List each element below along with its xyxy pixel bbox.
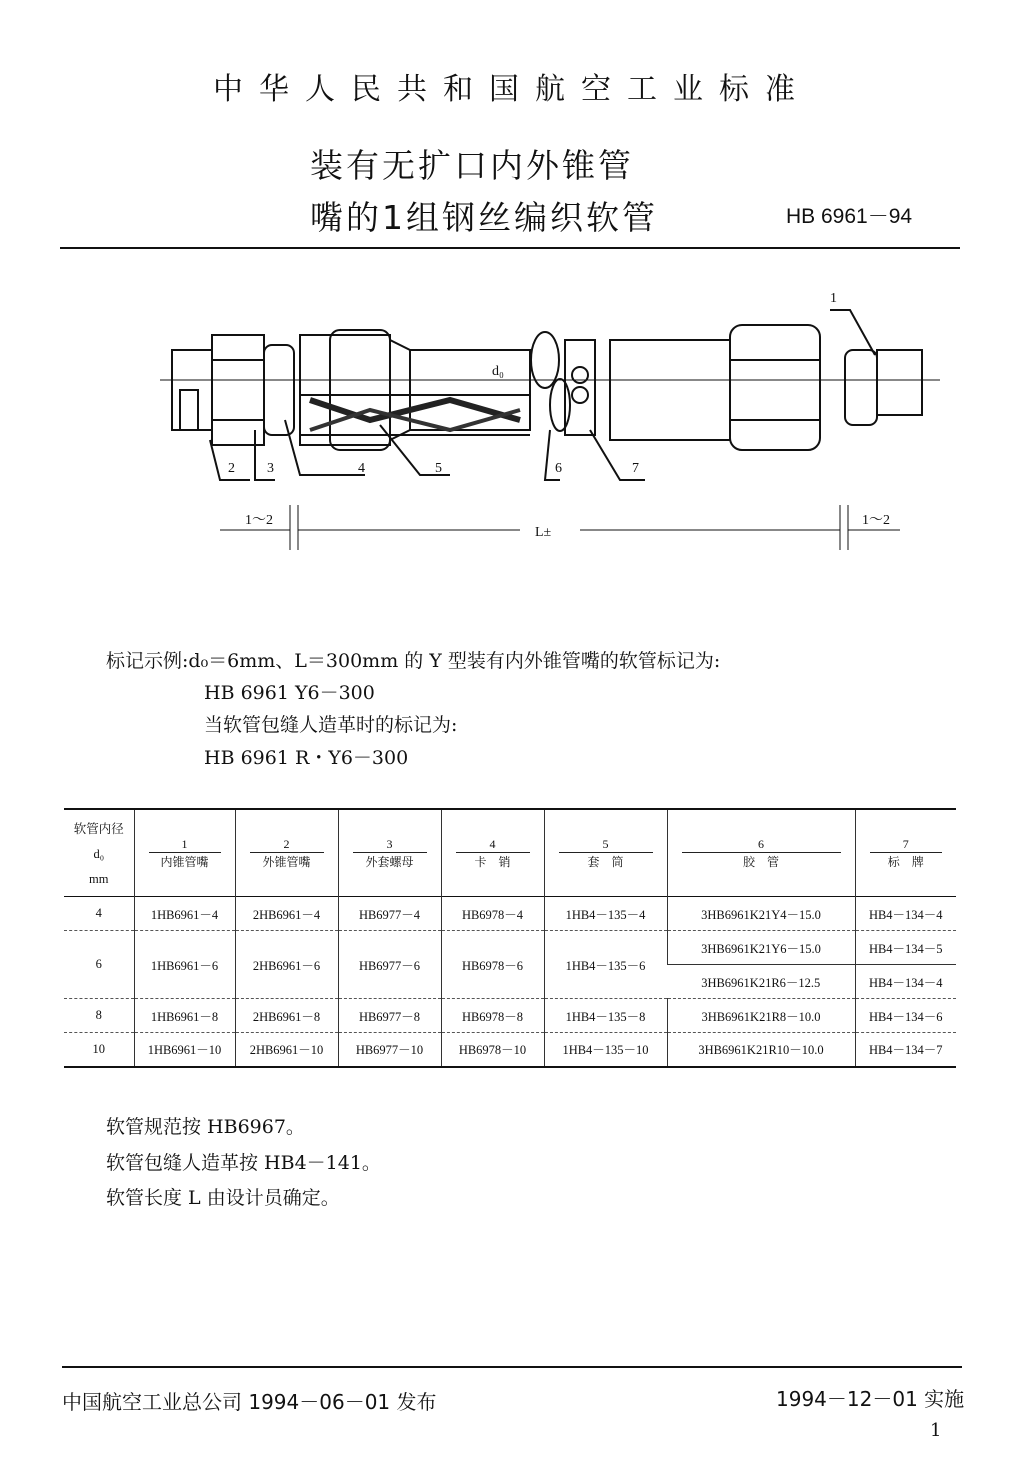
d0-label: d₀ [492, 364, 504, 379]
parts-table [64, 808, 956, 1068]
header-hose-inner-diameter: 软管内径 d₀ mm [73, 822, 124, 886]
dimension-right: 1～2 [862, 513, 890, 528]
table-row: 6 1HB6961－6 2HB6961－6 HB6977－6 HB6978－6 1HB4－135－6 3HB6961K21Y6－15.0 HB4－134－5 [64, 931, 956, 965]
callout-2: 2 [228, 461, 235, 476]
header-col-7: 7 标 牌 [855, 809, 956, 897]
footer-rule [62, 1366, 962, 1368]
table-row: 8 1HB6961－8 2HB6961－8 HB6977－8 HB6978－8 1HB4－135－8 3HB6961K21R8－10.0 HB4－134－6 [64, 999, 956, 1033]
callout-4: 4 [358, 461, 365, 476]
table-row: 10 1HB6961－10 2HB6961－10 HB6977－10 HB6978－10 1HB4－135－10 3HB6961K21R10－10.0 HB4－134－7 [64, 1033, 956, 1067]
callout-5: 5 [435, 461, 442, 476]
standard-code: HB 6961－94 [786, 205, 913, 228]
note-leather-wrap: 软管包缝人造革按 HB4－141。 [106, 1152, 381, 1174]
effective-date: 1994－12－01 实施 [776, 1387, 965, 1411]
note-length: 软管长度 L 由设计员确定。 [106, 1187, 340, 1209]
table-row: 3HB6961K21R6－12.5 HB4－134－4 [64, 965, 956, 999]
header-col-5: 5 套 筒 [544, 809, 667, 897]
header-col-2: 2 外锥管嘴 [235, 809, 338, 897]
hose-assembly-drawing [150, 280, 950, 560]
page-number: 1 [930, 1420, 942, 1441]
header-col-3: 3 外套螺母 [338, 809, 441, 897]
dimension-left: 1～2 [245, 513, 273, 528]
callout-1: 1 [830, 291, 837, 306]
header-rule [60, 247, 960, 249]
marking-example-line3: 当软管包缝人造革时的标记为: [204, 714, 458, 736]
note-hose-spec: 软管规范按 HB6967。 [106, 1116, 305, 1138]
marking-example-line1: 标记示例:d₀＝6mm、L＝300mm 的 Y 型装有内外锥管嘴的软管标记为: [106, 650, 721, 672]
callout-6: 6 [555, 461, 562, 476]
marking-example-line4: HB 6961 R・Y6－300 [204, 747, 409, 769]
issue-info: 中国航空工业总公司 1994－06－01 发布 [62, 1390, 437, 1414]
dimension-length: L± [535, 525, 552, 540]
callout-7: 7 [632, 461, 639, 476]
header-col-1: 1 内锥管嘴 [134, 809, 235, 897]
standard-body-title: 中华人民共和国航空工业标准 [213, 72, 811, 107]
header-col-4: 4 卡 销 [441, 809, 544, 897]
table-row: 4 1HB6961－4 2HB6961－4 HB6977－4 HB6978－4 1HB4－135－4 3HB6961K21Y4－15.0 HB4－134－4 [64, 897, 956, 931]
table-header-row [64, 809, 956, 897]
marking-example-line2: HB 6961 Y6－300 [204, 682, 375, 704]
callout-3: 3 [267, 461, 274, 476]
document-title-line2: 嘴的1组钢丝编织软管 [310, 198, 658, 237]
header-col-6: 6 胶 管 [667, 809, 855, 897]
document-title-line1: 装有无扩口内外锥管 [310, 146, 634, 185]
